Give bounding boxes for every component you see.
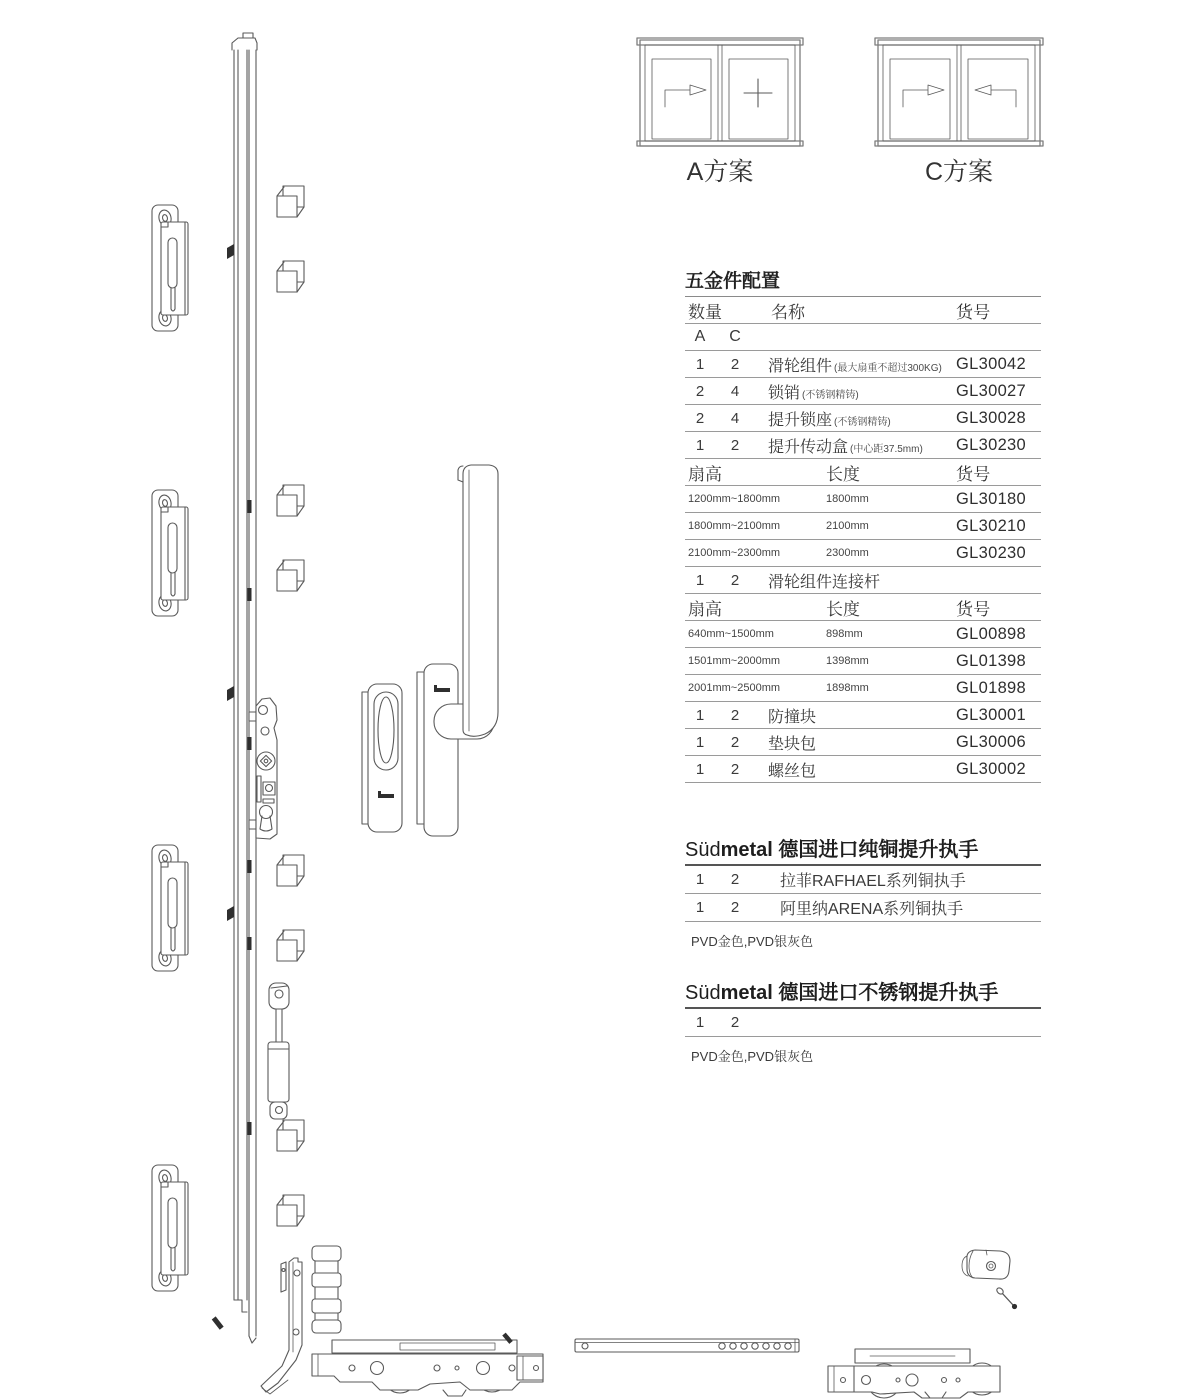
finish-note: PVD金色,PVD银灰色: [691, 1049, 814, 1064]
scheme-c-diagram: [875, 38, 1043, 146]
section-title: 德国进口不锈钢提升执手: [772, 982, 999, 1004]
table-row: 1 2 防撞块 GL30001: [685, 702, 1041, 729]
item-code: GL00898: [956, 624, 1026, 643]
scheme-c-label: C方案: [924, 158, 994, 186]
lock-pin-drawing: [277, 261, 304, 292]
size-header-row: 扇高 长度 货号: [685, 459, 1041, 486]
table-row: 1 2 螺丝包 GL30002: [685, 756, 1041, 783]
scheme-a-label: A方案: [686, 158, 754, 186]
steel-handle-section: [685, 981, 1041, 1065]
lock-pin-drawing: [277, 930, 304, 961]
size-header-row: 扇高 长度 货号: [685, 594, 1041, 621]
brass-handle-section: [685, 838, 1041, 950]
item-spec: (中心距37.5mm): [850, 443, 923, 455]
item-name: 锁销: [768, 384, 801, 402]
item-code: GL30028: [956, 408, 1026, 427]
item-code: GL30230: [956, 435, 1026, 454]
variant-a-label: A: [694, 328, 706, 345]
item-code: GL30027: [956, 381, 1026, 400]
keeper-plate-drawing: [152, 845, 188, 971]
table-title: 五金件配置: [685, 271, 781, 292]
keeper-plate-drawing: [152, 490, 188, 616]
col-header-code: 货号: [956, 302, 991, 322]
roller-carriage-2-drawing: [828, 1349, 1000, 1398]
table-row: 1 2 拉菲RAFHAEL系列铜执手: [685, 866, 1041, 894]
item-name: 防撞块: [768, 708, 817, 726]
gearbox-drawing: [249, 698, 277, 839]
table-row: 1 2 阿里纳ARENA系列铜执手: [685, 894, 1041, 922]
brand-name-bold: metal: [720, 982, 773, 1004]
table-row: 1 2 提升传动盒 (中心距37.5mm) GL30230: [685, 432, 1041, 459]
damper-drawing: [268, 983, 289, 1119]
item-code: GL30042: [956, 354, 1026, 373]
item-spec: (不锈钢精铸): [802, 389, 859, 401]
item-name: 提升锁座: [768, 411, 833, 429]
slide-right-arrow-icon: [665, 85, 706, 107]
lift-rail-drawing: [227, 33, 257, 1343]
size-row: 1200mm~1800mm 1800mm GL30180: [685, 486, 1041, 513]
brand-name-light: Süd: [685, 839, 721, 861]
item-code: GL30006: [956, 732, 1026, 751]
slide-left-arrow-icon: [975, 85, 1016, 107]
fixed-pane-plus-icon: [744, 79, 772, 107]
lift-handle-drawing: [417, 465, 498, 836]
section-heading: [685, 981, 1041, 1009]
slide-right-arrow-icon: [903, 85, 944, 107]
table-row: 1 2 滑轮组件 (最大扇重不超过300KG) GL30042: [685, 351, 1041, 378]
buffer-block-drawing: [312, 1246, 341, 1333]
item-name: 垫块包: [768, 735, 817, 753]
item-code: GL30210: [956, 516, 1026, 535]
lock-pin-drawing: [277, 186, 304, 217]
lock-pin-drawing: [277, 1195, 304, 1226]
item-code: GL30180: [956, 489, 1026, 508]
size-row: 1800mm~2100mm 2100mm GL30210: [685, 513, 1041, 540]
col-header-qty: 数量: [688, 302, 722, 322]
section-heading: [685, 838, 1041, 866]
table-row: 1 2 滑轮组件连接杆: [685, 567, 1041, 594]
item-code: GL30001: [956, 705, 1026, 724]
item-name: 滑轮组件连接杆: [768, 573, 881, 591]
size-row: 1501mm~2000mm 1398mm GL01398: [685, 648, 1041, 675]
lock-pin-drawing: [277, 560, 304, 591]
section-title: 德国进口纯铜提升执手: [772, 839, 979, 861]
screw-drawing: [996, 1287, 1018, 1309]
variant-c-label: C: [729, 328, 741, 345]
table-header-row: [685, 296, 1041, 324]
size-row: 2100mm~2300mm 2300mm GL30230: [685, 540, 1041, 567]
lock-pin-drawing: [277, 855, 304, 886]
brand-name-light: Süd: [685, 982, 721, 1004]
keeper-plate-drawing: [152, 205, 188, 331]
table-row: 1 2: [685, 1009, 1041, 1037]
item-name: 螺丝包: [768, 762, 817, 780]
scheme-a-diagram: [637, 38, 803, 146]
col-header-name: 名称: [771, 302, 805, 322]
table-row: 2 4 提升锁座 (不锈钢精铸) GL30028: [685, 405, 1041, 432]
lock-pin-drawing: [277, 485, 304, 516]
item-code: GL30002: [956, 759, 1026, 778]
size-row: 640mm~1500mm 898mm GL00898: [685, 621, 1041, 648]
size-row: 2001mm~2500mm 1898mm GL01898: [685, 675, 1041, 702]
table-row: 1 2 垫块包 GL30006: [685, 729, 1041, 756]
hardware-config-table: [685, 270, 1041, 783]
brand-name-bold: metal: [720, 839, 773, 861]
finish-note: PVD金色,PVD银灰色: [691, 934, 814, 949]
item-code: GL01398: [956, 651, 1026, 670]
anti-collision-block-drawing: [962, 1250, 1010, 1279]
roller-carriage-1-drawing: [312, 1333, 543, 1396]
item-name: 阿里纳ARENA系列铜执手: [780, 901, 964, 918]
flat-pull-handle-drawing: [362, 684, 402, 832]
lock-pin-drawing: [277, 1120, 304, 1151]
item-spec: (不锈钢精铸): [834, 416, 891, 428]
keeper-plate-drawing: [152, 1165, 188, 1291]
item-code: GL01898: [956, 678, 1026, 697]
item-name: 提升传动盒: [768, 438, 849, 456]
item-spec: (最大扇重不超过300KG): [834, 362, 942, 374]
item-name: 拉菲RAFHAEL系列铜执手: [780, 873, 966, 890]
connecting-rod-drawing: [575, 1339, 799, 1352]
item-code: GL30230: [956, 543, 1026, 562]
table-row: 2 4 锁销 (不锈钢精铸) GL30027: [685, 378, 1041, 405]
item-name: 滑轮组件: [768, 357, 833, 375]
variant-header-row: [685, 324, 1041, 351]
corner-drive-assembly-drawing: [212, 1246, 543, 1396]
